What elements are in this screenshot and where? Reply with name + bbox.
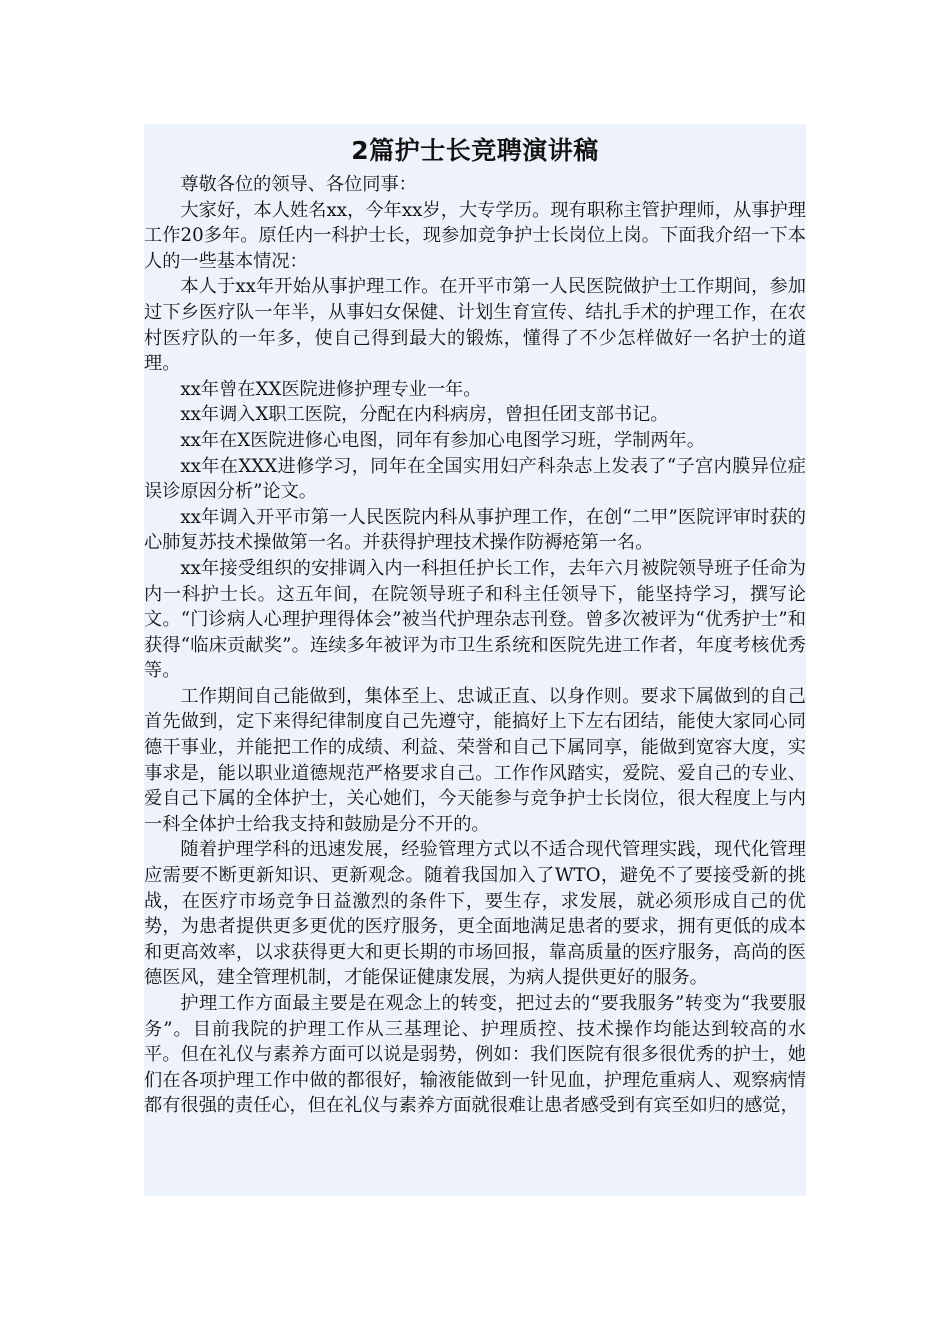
paragraph: xx年在XXX进修学习，同年在全国实用妇产科杂志上发表了“子宫内膜异位症误诊原因分析”论文。	[144, 455, 806, 503]
paragraph: xx年调入开平市第一人民医院内科从事护理工作，在创“二甲”医院评审时获的心肺复苏技术操做第一名。并获得护理技术操作防褥疮第一名。	[144, 506, 806, 554]
document-title: 2篇护士长竞聘演讲稿	[351, 136, 599, 165]
salutation-paragraph: 尊敬各位的领导、各位同事：	[180, 174, 417, 195]
paragraph: xx年调入X职工医院，分配在内科病房，曾担任团支部书记。	[180, 404, 669, 426]
paragraph: xx年曾在XX医院进修护理专业一年。	[180, 378, 482, 400]
paragraph: 工作期间自己能做到，集体至上、忠诚正直、以身作则。要求下属做到的自己首先做到，定下来得纪律制度自己先遵守，能搞好上下左右团结，能使大家同心同德干事业，并能把工作的成绩、利益、荣誉和自己下属同享，能做到宽容大度，实事求是，能以职业道德规范严格要求自己。工作作风踏实，爱院、爱自己的专业、爱自己下属的全体护士，关心她们，今天能参与竞争护士长岗位，很大程度上与内一科全体护士给我支持和鼓励是分不开的。	[144, 685, 806, 835]
document-body	[144, 124, 806, 1196]
paragraph: xx年在X医院进修心电图，同年有参加心电图学习班，学制两年。	[180, 429, 705, 451]
paragraph: 大家好，本人姓名xx，今年xx岁，大专学历。现有职称主管护理师，从事护理工作20多年。原任内一科护士长，现参加竞争护士长岗位上岗。下面我介绍一下本人的一些基本情况：	[144, 199, 806, 272]
document-text	[144, 168, 806, 1119]
paragraph: 本人于xx年开始从事护理工作。在开平市第一人民医院做护士工作期间，参加过下乡医疗队一年半，从事妇女保健、计划生育宣传、结扎手术的护理工作，在农村医疗队的一年多，使自己得到最大的锻炼，懂得了不少怎样做好一名护士的道理。	[144, 276, 806, 375]
paragraph: 随着护理学科的迅速发展，经验管理方式以不适合现代管理实践，现代化管理应需要不断更新知识、更新观念。随着我国加入了WTO，避免不了要接受新的挑战，在医疗市场竞争日益激烈的条件下，要生存，求发展，就必须形成自己的优势，为患者提供更多更优的医疗服务，更全面地满足患者的要求，拥有更低的成本和更高效率，以求获得更大和更长期的市场回报，靠高质量的医疗服务，高尚的医德医风，建全管理机制，才能保证健康发展，为病人提供更好的服务。	[144, 839, 806, 989]
paragraph: xx年接受组织的安排调入内一科担任护长工作，去年六月被院领导班子任命为内一科护士长。这五年间，在院领导班子和科主任领导下，能坚持学习，撰写论文。“门诊病人心理护理得体会”被当代护理杂志刊登。曾多次被评为“优秀护士”和获得“临床贡献奖”。连续多年被评为市卫生系统和医院先进工作者，年度考核优秀等。	[144, 557, 806, 682]
paragraph: 护理工作方面最主要是在观念上的转变，把过去的“要我服务”转变为“我要服务”。目前我院的护理工作从三基理论、护理质控、技术操作均能达到较高的水平。但在礼仪与素养方面可以说是弱势，例如：我们医院有很多很优秀的护士，她们在各项护理工作中做的都很好，输液能做到一针见血，护理危重病人、观察病情都有很强的责任心，但在礼仪与素养方面就很难让患者感受到有宾至如归的感觉，	[144, 993, 806, 1117]
